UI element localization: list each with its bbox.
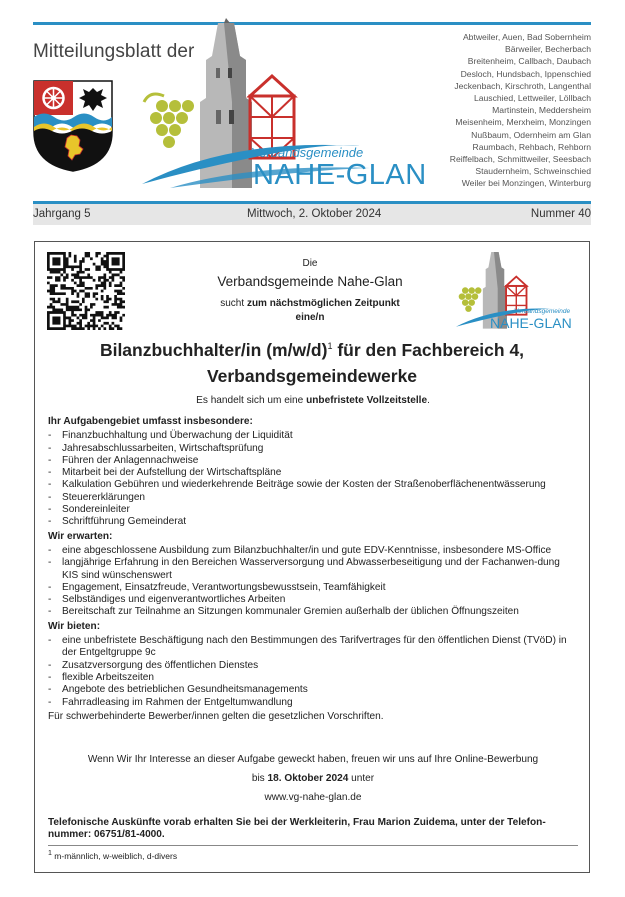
offer-heading: Wir bieten: bbox=[48, 620, 101, 632]
municipality-line: Meisenheim, Merxheim, Monzingen bbox=[455, 117, 591, 128]
expect-item: - Bereitschaft zur Teilnahme an Sitzungen kommunaler Gremien außerhalb der üblichen Öffnungszeiten bbox=[48, 606, 578, 618]
position-department: für den Fachbereich 4, bbox=[332, 340, 525, 360]
seeks-bold: zum nächstmöglichen Zeitpunkt bbox=[246, 298, 400, 309]
member-municipalities bbox=[438, 31, 591, 190]
position-name: Bilanzbuchhalter/in (m/w/d) bbox=[99, 340, 328, 360]
deadline-line bbox=[48, 773, 578, 784]
task-item: - Mitarbeit bei der Aufstellung der Wirtschaftspläne bbox=[48, 467, 578, 479]
deadline-prefix: bis bbox=[251, 773, 268, 784]
position-title-line1 bbox=[36, 340, 588, 361]
task-item: - Finanzbuchhaltung und Überwachung der Liquidität bbox=[48, 430, 578, 442]
footnote-number: 1 bbox=[48, 849, 52, 857]
offer-item: - Fahrradleasing im Rahmen der Entgeltumwandlung bbox=[48, 697, 578, 709]
ad-organisation: Verbandsgemeinde Nahe-Glan bbox=[217, 274, 403, 289]
municipality-line: Martinstein, Meddersheim bbox=[492, 105, 591, 116]
municipality-line: Raumbach, Rehbach, Rehborn bbox=[472, 141, 591, 152]
seeks-prefix: sucht bbox=[220, 298, 247, 309]
offer-item: - flexible Arbeitszeiten bbox=[48, 672, 578, 684]
application-line: Wenn Wir Ihr Interesse an dieser Aufgabe geweckt haben, freuen wir uns auf Ihre Online-Bewerbung bbox=[87, 754, 539, 765]
expect-item: - eine abgeschlossene Ausbildung zum Bilanzbuchhalter/in und gute EDV-Kenntnisse, insbesondere MS-Office bbox=[48, 545, 578, 557]
expect-item: - Engagement, Einsatzfreude, Verantwortungsbewusstsein, Teamfähigkeit bbox=[48, 582, 578, 594]
municipality-line: Abtweiler, Auen, Bad Sobernheim bbox=[462, 32, 591, 42]
logo-verbandsgemeinde-text: Verbandsgemeinde bbox=[251, 145, 364, 160]
employment-type-line bbox=[48, 395, 578, 406]
ad-logo-small-text: Verbandsgemeinde bbox=[514, 308, 571, 315]
ad-seeks-line2: eine/n bbox=[295, 312, 325, 323]
contact-info: Telefonische Auskünfte vorab erhalten Sie bei der Werkleiterin, Frau Marion Zuidema, unter der Telefon-nummer: 06751/81-4000. bbox=[48, 817, 546, 841]
footnote-marker: 1 bbox=[327, 341, 333, 352]
municipality-line: Nußbaum, Odernheim am Glan bbox=[471, 129, 591, 140]
disability-note: Für schwerbehinderte Bewerber/innen gelten die gesetzlichen Vorschriften. bbox=[48, 710, 384, 722]
ad-seeks-line bbox=[180, 298, 440, 309]
municipality-line: Jeckenbach, Kirschroth, Langenthal bbox=[454, 80, 591, 91]
offer-item: - Angebote des betrieblichen Gesundheitsmanagements bbox=[48, 684, 578, 696]
footnote-text: m-männlich, w-weiblich, d-divers bbox=[51, 850, 178, 861]
ad-intro: Die bbox=[302, 258, 318, 269]
logo-nahe-glan-text: NAHE-GLAN bbox=[253, 159, 427, 191]
footnote bbox=[48, 849, 177, 861]
municipality-line: Bärweiler, Becherbach bbox=[505, 44, 591, 55]
application-url[interactable]: www.vg-nahe-glan.de bbox=[264, 792, 362, 803]
issue-number: Nummer 40 bbox=[530, 208, 591, 220]
offer-item: - eine unbefristete Beschäftigung nach den Bestimmungen des Tarifvertrages für den öffentlichen Dienst (TVöD) in der Entgeltgruppe 9c bbox=[48, 635, 578, 660]
municipality-line: Lauschied, Lettweiler, Löllbach bbox=[473, 93, 591, 104]
subline-prefix: Es handelt sich um eine bbox=[196, 395, 307, 406]
municipality-line: Breitenheim, Callbach, Daubach bbox=[467, 56, 591, 67]
tasks-heading: Ihr Aufgabengebiet umfasst insbesondere: bbox=[48, 416, 253, 427]
footnote-rule bbox=[48, 845, 578, 846]
municipality-line: Desloch, Hundsbach, Ippenschied bbox=[460, 68, 591, 79]
ad-logo-large-text: NAHE-GLAN bbox=[490, 315, 572, 331]
qr-code[interactable] bbox=[47, 252, 125, 330]
issue-date: Mittwoch, 2. Oktober 2024 bbox=[247, 208, 382, 220]
offer-item: - Zusatzversorgung des öffentlichen Dienstes bbox=[48, 660, 578, 672]
qr-modules bbox=[47, 252, 125, 330]
task-item: - Führen der Anlagennachweise bbox=[48, 455, 578, 467]
deadline-date: 18. Oktober 2024 bbox=[267, 773, 349, 784]
expect-heading: Wir erwarten: bbox=[48, 530, 113, 542]
municipality-line: Reiffelbach, Schmittweiler, Seesbach bbox=[449, 154, 591, 165]
task-item: - Jahresabschlussarbeiten, Wirtschaftsprüfung bbox=[48, 443, 578, 455]
task-item: - Sondereinleiter bbox=[48, 504, 578, 516]
expect-item: - langjährige Erfahrung in den Bereichen Wasserversorgung und Abwasserbeseitigung und der Fachanwen-dung KIS sind wünschenswert bbox=[48, 557, 578, 582]
task-item: - Kalkulation Gebühren und wiederkehrende Beiträge sowie der Kosten der Straßenoberflächenentwässerung bbox=[48, 479, 578, 491]
issue-info-bar bbox=[33, 204, 591, 225]
task-item: - Steuererklärungen bbox=[48, 492, 578, 504]
masthead-title: Mitteilungsblatt der bbox=[33, 41, 195, 62]
volume-label: Jahrgang 5 bbox=[33, 208, 91, 220]
position-title-line2: Verbandsgemeindewerke bbox=[206, 366, 418, 386]
municipality-line: Staudernheim, Schweinschied bbox=[475, 166, 591, 177]
coat-of-arms bbox=[33, 80, 113, 172]
expect-item: - Selbständiges und eigenverantwortliches Arbeiten bbox=[48, 594, 578, 606]
ad-body bbox=[48, 416, 578, 723]
task-item: - Schriftführung Gemeinderat bbox=[48, 516, 578, 528]
municipality-line: Weiler bei Monzingen, Winterburg bbox=[461, 178, 591, 189]
subline-bold: unbefristete Vollzeitstelle bbox=[306, 395, 428, 406]
subline-end: . bbox=[427, 395, 430, 406]
deadline-end: unter bbox=[348, 773, 375, 784]
